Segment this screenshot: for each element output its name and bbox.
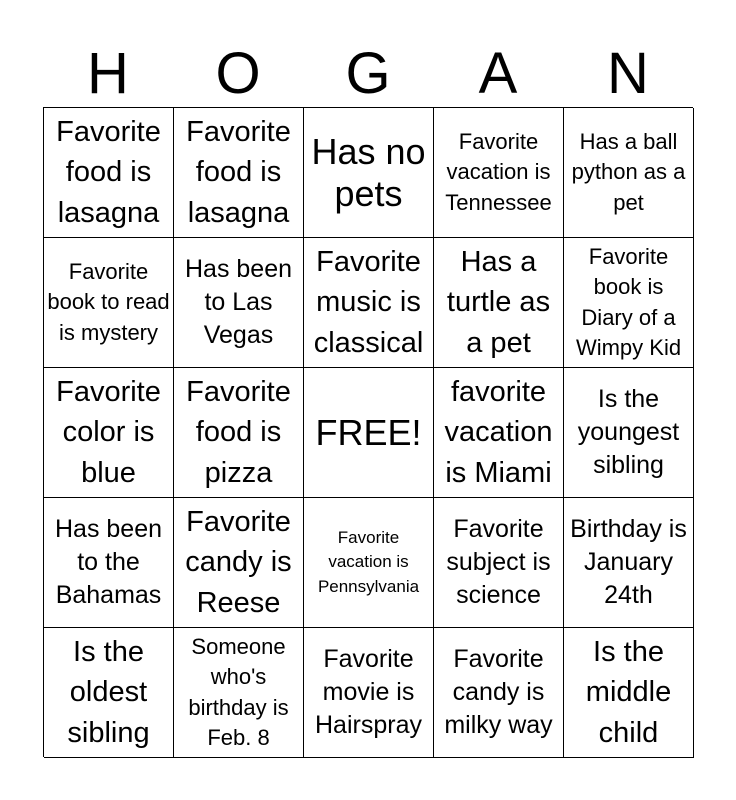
bingo-cell-r1c1[interactable] (44, 108, 174, 238)
bingo-cell-free[interactable] (304, 368, 434, 498)
bingo-cell-r1c3[interactable] (304, 108, 434, 238)
bingo-cell-r4c5[interactable] (564, 498, 694, 628)
cell-text: Is the oldest sibling (67, 636, 150, 749)
cell-text: Favorite subject is science (446, 514, 551, 610)
bingo-cell-r5c5[interactable] (564, 628, 694, 758)
bingo-cell-r4c3[interactable] (304, 498, 434, 628)
header-letter-n: N (607, 41, 649, 106)
cell-text: Birthday is January 24th (570, 514, 687, 610)
cell-text: Favorite candy is Reese (185, 506, 292, 619)
bingo-cell-r5c3[interactable] (304, 628, 434, 758)
bingo-cell-r1c2[interactable] (174, 108, 304, 238)
header-letter-h: H (87, 41, 129, 106)
cell-text: Favorite vacation is Pennsylvania (317, 527, 420, 596)
cell-text: Favorite food is pizza (186, 376, 291, 489)
bingo-cell-r2c5[interactable] (564, 238, 694, 368)
header-letter-g: G (345, 41, 391, 106)
cell-text: Favorite candy is milky way (444, 644, 553, 740)
cell-text: Favorite food is lasagna (186, 116, 291, 229)
bingo-cell-r2c2[interactable] (174, 238, 304, 368)
header-letter-a: A (478, 41, 518, 106)
bingo-cell-r3c2[interactable] (174, 368, 304, 498)
bingo-cell-r4c4[interactable] (434, 498, 564, 628)
bingo-cell-r4c1[interactable] (44, 498, 174, 628)
bingo-cell-r3c4[interactable] (434, 368, 564, 498)
cell-text: Favorite color is blue (56, 376, 161, 489)
bingo-cell-r1c4[interactable] (434, 108, 564, 238)
cell-text: Has a ball python as a pet (571, 128, 686, 215)
header-letter-o: O (215, 41, 261, 106)
cell-text: Has no pets (311, 131, 426, 214)
bingo-cell-r5c4[interactable] (434, 628, 564, 758)
cell-text: Has been to the Bahamas (54, 514, 163, 610)
cell-text: Is the middle child (585, 636, 672, 749)
bingo-cell-r2c4[interactable] (434, 238, 564, 368)
bingo-header (43, 40, 693, 108)
cell-text: Favorite music is classical (313, 246, 424, 359)
cell-text: Someone who's birthday is Feb. 8 (188, 633, 289, 750)
cell-text: Is the youngest sibling (577, 384, 680, 480)
bingo-cell-r3c5[interactable] (564, 368, 694, 498)
cell-text: Favorite vacation is Tennessee (445, 128, 552, 215)
cell-text: FREE! (315, 411, 422, 453)
cell-text: Favorite food is lasagna (56, 116, 161, 229)
cell-text: Has a turtle as a pet (446, 246, 551, 359)
cell-text: Favorite book to read is mystery (47, 258, 170, 345)
bingo-cell-r1c5[interactable] (564, 108, 694, 238)
bingo-cell-r3c1[interactable] (44, 368, 174, 498)
cell-text: favorite vacation is Miami (444, 376, 553, 489)
bingo-cell-r2c3[interactable] (304, 238, 434, 368)
cell-text: Favorite book is Diary of a Wimpy Kid (575, 243, 682, 360)
bingo-cell-r2c1[interactable] (44, 238, 174, 368)
cell-text: Has been to Las Vegas (184, 254, 293, 350)
bingo-cell-r4c2[interactable] (174, 498, 304, 628)
bingo-board (43, 107, 693, 757)
bingo-cell-r5c1[interactable] (44, 628, 174, 758)
bingo-cell-r5c2[interactable] (174, 628, 304, 758)
cell-text: Favorite movie is Hairspray (315, 644, 422, 740)
